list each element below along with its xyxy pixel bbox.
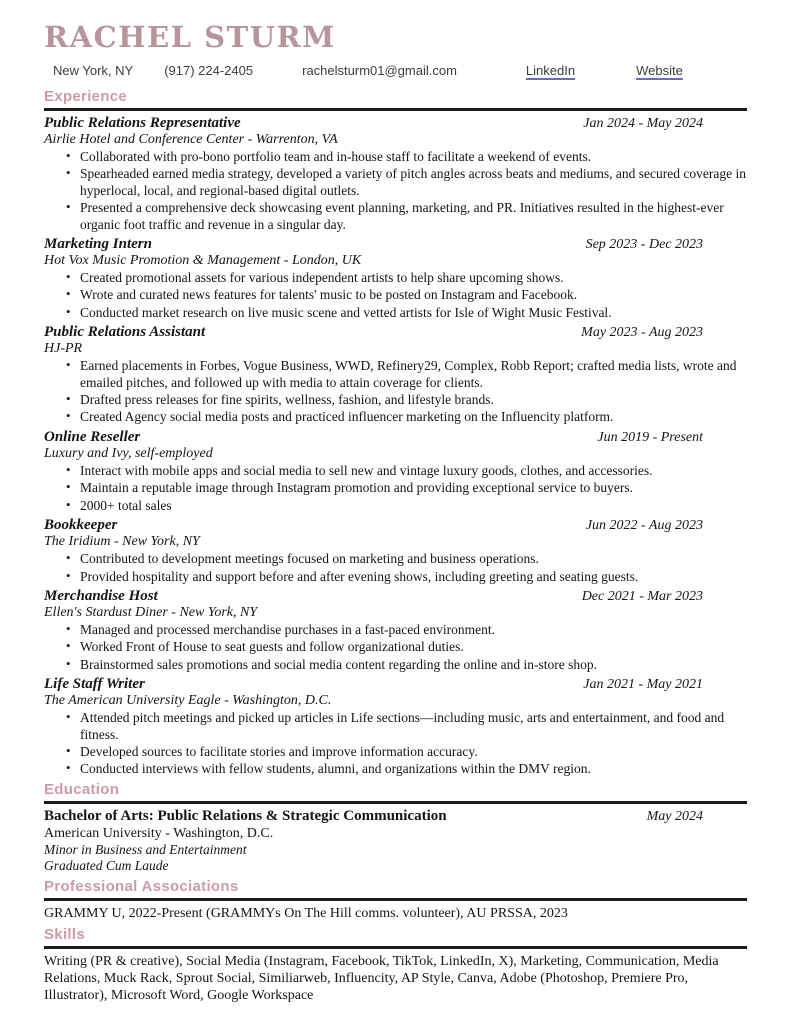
linkedin-link[interactable]: LinkedIn [525, 63, 576, 78]
job-entry [44, 588, 747, 673]
job-bullet-list [44, 149, 747, 233]
job-dates: Jan 2024 - May 2024 [583, 116, 703, 131]
job-bullet: • Attended pitch meetings and picked up articles in Life sections—including music, arts and entertainment, and food and fitness. [80, 710, 747, 743]
education-degree: Bachelor of Arts: Public Relations & Strategic Communication [44, 807, 447, 824]
contact-location: New York, NY [53, 63, 134, 78]
job-title: Public Relations Representative [44, 115, 241, 131]
job-bullet: • Earned placements in Forbes, Vogue Business, WWD, Refinery29, Complex, Robb Report; crafted media lists, wrote and emailed pitches, and followed up with media to attain coverage for clients. [80, 358, 747, 391]
job-company: The Iridium - New York, NY [44, 534, 200, 550]
job-bullet: • Managed and processed merchandise purchases in a fast-paced environment. [80, 622, 747, 638]
job-company: HJ-PR [44, 341, 83, 357]
job-bullet: • Conducted interviews with fellow students, alumni, and organizations within the DMV region. [80, 761, 747, 777]
section-title-education: Education [44, 780, 120, 798]
job-bullet: • Provided hospitality and support before and after evening shows, including greeting and seating guests. [80, 569, 747, 585]
job-entry [44, 429, 747, 514]
job-bullet: • Presented a comprehensive deck showcasing event planning, marketing, and PR. Initiatives resulted in the highest-ever organic foot traffic and revenue in a singular day. [80, 200, 747, 233]
job-bullet: • 2000+ total sales [80, 498, 747, 514]
job-company: Ellen's Stardust Diner - New York, NY [44, 604, 258, 620]
job-header [44, 517, 747, 534]
job-bullet-list [44, 270, 747, 321]
job-title: Public Relations Assistant [44, 324, 206, 341]
job-entry [44, 517, 747, 585]
job-bullet: • Maintain a reputable image through Instagram promotion and providing exceptional service to buyers. [80, 480, 747, 496]
job-dates: May 2023 - Aug 2023 [581, 325, 703, 341]
job-bullet: • Wrote and curated news features for talents' music to be posted on Instagram and Facebook. [80, 287, 747, 303]
job-dates: Jun 2022 - Aug 2023 [585, 518, 703, 534]
job-title: Merchandise Host [44, 587, 158, 604]
job-header [44, 429, 747, 446]
job-bullet: • Conducted market research on live music scene and vetted artists for Isle of Wight Music Festival. [80, 305, 747, 321]
job-bullet-list [44, 551, 747, 585]
job-entry [44, 115, 747, 233]
job-bullet: • Worked Front of House to seat guests and follow organizational duties. [80, 639, 747, 655]
job-entry [44, 676, 747, 778]
person-name: RACHEL STURM [44, 20, 336, 54]
job-title: Marketing Intern [44, 236, 152, 253]
section-title-experience: Experience [44, 88, 128, 105]
section-title-skills: Skills [44, 925, 85, 943]
section-rule [44, 898, 747, 901]
job-bullet: • Brainstormed sales promotions and social media content regarding the online and in-store shop. [80, 657, 747, 673]
section-rule [44, 108, 747, 111]
job-bullet: • Interact with mobile apps and social media to sell new and vintage luxury goods, clothes, and accessories. [80, 463, 747, 479]
job-bullet-list [44, 622, 747, 673]
job-dates: Sep 2023 - Dec 2023 [585, 237, 703, 253]
section-rule [44, 801, 747, 804]
job-entry [44, 324, 747, 426]
job-title: Bookkeeper [44, 517, 118, 534]
contact-row [44, 63, 747, 78]
education-honors: Graduated Cum Laude [44, 858, 169, 874]
job-dates: Jun 2019 - Present [597, 429, 703, 445]
job-header [44, 676, 747, 693]
contact-phone: (917) 224-2405 [164, 63, 254, 78]
skills-text: Writing (PR & creative), Social Media (Instagram, Facebook, TikTok, LinkedIn, X), Marketing, Communication, Media Relations, Muck Rack, Sprout Social, Similiarweb, Influencity, AP Style, Canva, Adobe (Photoshop, Premiere Pro, Illustrator), Microsoft Word, Google Workspace [44, 953, 719, 1003]
section-rule [44, 946, 747, 949]
job-bullet: • Developed sources to facilitate stories and improve information accuracy. [80, 744, 747, 760]
job-bullet-list [44, 710, 747, 778]
job-header [44, 588, 747, 605]
job-bullet: • Collaborated with pro-bono portfolio team and in-house staff to facilitate a weekend of events. [80, 149, 747, 165]
education-school: American University - Washington, D.C. [44, 825, 274, 841]
job-header [44, 236, 747, 253]
section-title-associations: Professional Associations [44, 877, 239, 895]
education-header [44, 808, 747, 825]
job-bullet-list [44, 463, 747, 514]
job-header [44, 324, 747, 341]
associations-text: GRAMMY U, 2022-Present (GRAMMYs On The Hill comms. volunteer), AU PRSSA, 2023 [44, 905, 568, 921]
job-bullet: • Created Agency social media posts and practiced influencer marketing on the Influencity platform. [80, 409, 747, 425]
job-entry [44, 236, 747, 321]
job-title: Life Staff Writer [44, 676, 145, 693]
job-dates: Dec 2021 - Mar 2023 [581, 588, 703, 604]
job-company: The American University Eagle - Washington, D.C. [44, 693, 332, 709]
contact-email: rachelsturm01@gmail.com [302, 63, 457, 78]
job-company: Airlie Hotel and Conference Center - Warrenton, VA [44, 132, 338, 147]
website-link[interactable]: Website [636, 63, 683, 78]
job-bullet: • Drafted press releases for fine spirits, wellness, fashion, and lifestyle brands. [80, 392, 747, 408]
job-company: Hot Vox Music Promotion & Management - London, UK [44, 253, 362, 269]
job-bullet: • Created promotional assets for various independent artists to help share upcoming shows. [80, 270, 747, 286]
education-minor: Minor in Business and Entertainment [44, 841, 247, 857]
job-company: Luxury and Ivy, self-employed [44, 445, 213, 461]
job-dates: Jan 2021 - May 2021 [583, 677, 703, 693]
job-header [44, 115, 747, 132]
job-bullet: • Spearheaded earned media strategy, developed a variety of pitch angles across beats and mediums, and secured coverage in hyperlocal, local, and regional-based digital outlets. [80, 166, 747, 199]
job-bullet: • Contributed to development meetings focused on marketing and business operations. [80, 551, 747, 567]
job-title: Online Reseller [44, 428, 141, 445]
education-dates: May 2024 [646, 808, 703, 824]
job-bullet-list [44, 358, 747, 426]
